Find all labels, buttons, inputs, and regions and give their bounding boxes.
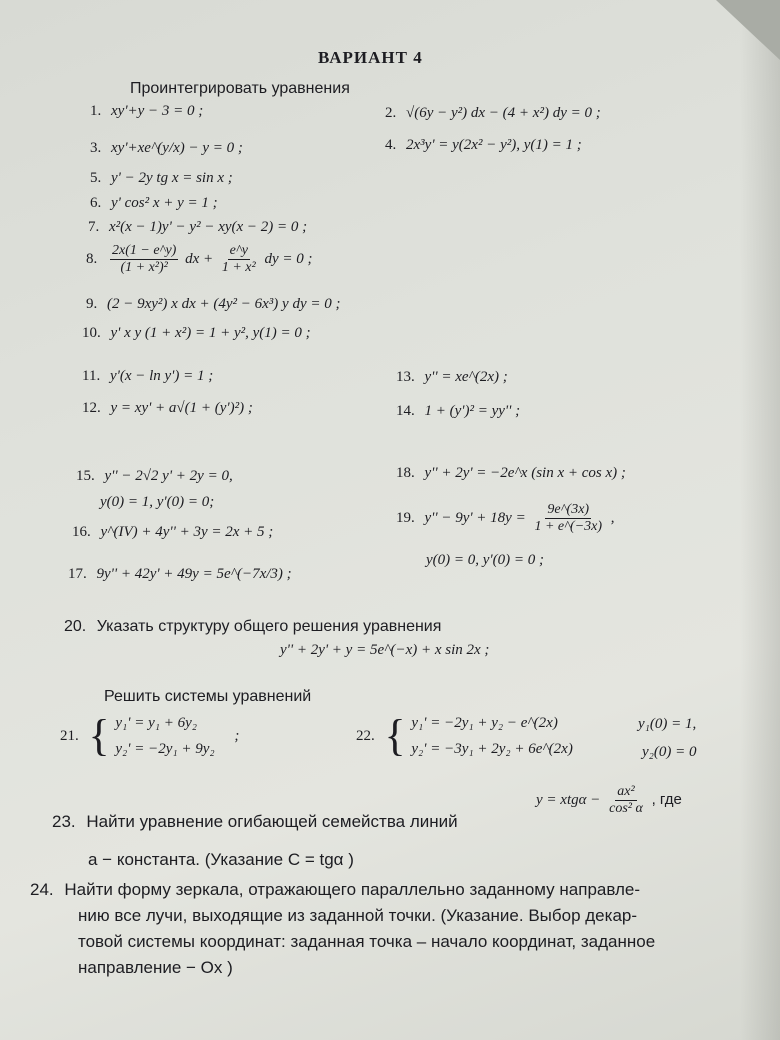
equation: y^(IV) + 4y'' + 3y = 2x + 5 ;: [100, 524, 274, 540]
equation-left: y'' − 9y' + 18y =: [424, 509, 526, 526]
problem-17: [68, 566, 292, 583]
problem-number: 12.: [82, 400, 101, 416]
denominator: 1 + x²: [221, 260, 256, 275]
system: [411, 710, 572, 762]
equation-row: y₂' = −3y₁ + 2y₂ + 6e^(2x): [411, 741, 573, 757]
problem-24-line-4: направление − Ox ): [78, 958, 233, 977]
equation: 1 + (y')² = yy'' ;: [424, 403, 521, 419]
problem-number: 6.: [90, 195, 102, 211]
equation: 2x³y' = y(2x² − y²), y(1) = 1 ;: [406, 137, 582, 153]
equation-middle: dx +: [185, 250, 214, 267]
problem-7: [88, 219, 307, 236]
brace-glyph: {: [384, 711, 406, 760]
equation: x²(x − 1)y' − y² − xy(x − 2) = 0 ;: [109, 219, 308, 235]
problem-22-condition-1: y₁(0) = 1,: [638, 716, 697, 732]
problem-number: 8.: [86, 250, 98, 267]
problem-3: [90, 140, 243, 157]
problem-text: Найти уравнение огибающей семейства линий: [86, 812, 458, 831]
equation: y'' − 2√2 y' + 2y = 0,: [104, 468, 233, 484]
denominator: cos² α: [609, 801, 643, 816]
problem-number: 9.: [86, 296, 98, 312]
fraction-1: [110, 243, 178, 276]
problem-6: [90, 195, 218, 212]
problem-number: 2.: [385, 105, 397, 121]
problem-number: 3.: [90, 140, 102, 156]
section-subtitle: Проинтегрировать уравнения: [130, 80, 350, 97]
problem-number: 23.: [52, 812, 76, 831]
problem-22: [356, 710, 573, 762]
numerator: 9e^(3x): [547, 502, 590, 517]
problem-11: [82, 368, 213, 385]
equation: y'(x − ln y') = 1 ;: [109, 368, 214, 384]
problem-24: [30, 880, 640, 900]
equation: xy'+xe^(y/x) − y = 0 ;: [111, 140, 243, 156]
brace-glyph: {: [88, 711, 110, 760]
problem-text: Указать структуру общего решения уравнения: [96, 618, 442, 635]
problem-number: 20.: [64, 618, 87, 635]
page-title: ВАРИАНТ 4: [318, 48, 423, 67]
problem-number: 13.: [396, 369, 415, 385]
fraction-2: [220, 243, 258, 276]
problem-19-conditions: y(0) = 0, y'(0) = 0 ;: [426, 552, 544, 568]
paper-shadow: [740, 0, 780, 1040]
fraction: [607, 784, 645, 817]
problem-number: 16.: [72, 524, 91, 540]
problem-14: [396, 403, 520, 420]
equation: y' cos² x + y = 1 ;: [111, 195, 218, 211]
problem-2: [385, 105, 601, 122]
problem-number: 22.: [356, 727, 375, 744]
equation: xy'+y − 3 = 0 ;: [111, 103, 204, 119]
problem-number: 10.: [82, 325, 101, 341]
problem-number: 14.: [396, 403, 415, 419]
problem-24-line-2: нию все лучи, выходящие из заданной точки. (Указание. Выбор декар-: [78, 906, 638, 925]
problem-10: [82, 325, 311, 342]
problem-18: [396, 465, 626, 482]
equation-row: y₁' = −2y₁ + y₂ − e^(2x): [411, 715, 558, 731]
equation: y'' + 2y' = −2e^x (sin x + cos x) ;: [424, 465, 626, 481]
problem-12: [82, 400, 253, 417]
numerator: ax²: [617, 784, 635, 799]
problem-15: [76, 468, 233, 485]
problem-23-equation: [536, 784, 682, 817]
fraction: [532, 502, 604, 535]
problem-text-line-1: Найти форму зеркала, отражающего параллельно заданному направле-: [64, 880, 641, 899]
numerator: e^y: [229, 243, 248, 258]
problem-16: [72, 524, 273, 541]
problem-number: 18.: [396, 465, 415, 481]
problem-23: [52, 812, 458, 832]
equation: y' x y (1 + x²) = 1 + y², y(1) = 0 ;: [110, 325, 311, 341]
problem-number: 17.: [68, 566, 87, 582]
problem-number: 1.: [90, 103, 102, 119]
systems-heading: Решить системы уравнений: [104, 688, 312, 705]
problem-number: 19.: [396, 509, 415, 526]
problem-1: [90, 103, 203, 120]
problem-number: 5.: [90, 170, 102, 186]
problem-20: [64, 618, 441, 636]
problem-5: [90, 170, 233, 187]
equation-row: y₂' = −2y₁ + 9y₂: [115, 741, 215, 757]
problem-number: 11.: [82, 368, 101, 384]
equation: √(6y − y²) dx − (4 + x²) dy = 0 ;: [406, 105, 601, 121]
problem-13: [396, 369, 508, 386]
equation-end: dy = 0 ;: [264, 250, 313, 267]
problem-number: 21.: [60, 727, 79, 744]
problem-23-note: a − константа. (Указание C = tgα ): [88, 850, 354, 869]
equation: y' − 2y tg x = sin x ;: [111, 170, 233, 186]
problem-19: [396, 502, 615, 535]
system: [115, 710, 214, 762]
equation: y = xy' + a√(1 + (y')²) ;: [110, 400, 253, 416]
problem-number: 24.: [30, 880, 54, 899]
problem-20-equation: y'' + 2y' + y = 5e^(−x) + x sin 2x ;: [280, 642, 490, 658]
problem-22-condition-2: y₂(0) = 0: [642, 744, 697, 760]
denominator: 1 + e^(−3x): [534, 519, 603, 534]
equation: y'' = xe^(2x) ;: [424, 369, 508, 385]
equation: (2 − 9xy²) x dx + (4y² − 6x³) y dy = 0 ;: [107, 296, 341, 312]
problem-15-conditions: y(0) = 1, y'(0) = 0;: [100, 494, 215, 510]
problem-8: [86, 243, 313, 276]
equation-left: y = xtgα −: [536, 791, 601, 808]
problem-number: 15.: [76, 468, 95, 484]
problem-number: 7.: [88, 219, 100, 235]
equation-row: y₁' = y₁ + 6y₂: [115, 715, 197, 731]
problem-9: [86, 296, 340, 313]
equation-end: ;: [234, 727, 240, 744]
equation-end: ,: [610, 509, 615, 526]
problem-4: [385, 137, 582, 154]
numerator: 2x(1 − e^y): [112, 243, 177, 258]
problem-number: 4.: [385, 137, 397, 153]
equation: 9y'' + 42y' + 49y = 5e^(−7x/3) ;: [96, 566, 292, 582]
problem-21: [60, 710, 239, 762]
problem-24-line-3: товой системы координат: заданная точка – начало координат, заданное: [78, 932, 656, 951]
denominator: (1 + x²)²: [120, 260, 168, 275]
where-word: , где: [651, 790, 682, 808]
